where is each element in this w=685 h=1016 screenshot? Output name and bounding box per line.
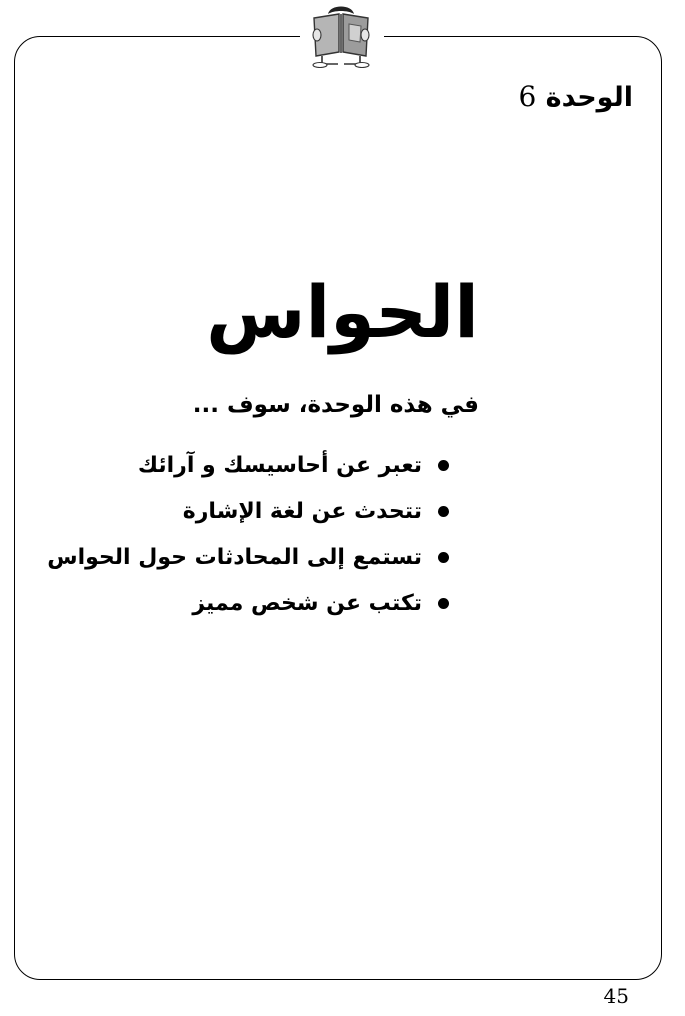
- unit-heading: [518, 80, 633, 113]
- objective-text: تعبر عن أحاسيسك و آرائك: [137, 452, 422, 478]
- objectives-list: [47, 442, 449, 626]
- intro-text: في هذه الوحدة، سوف ...: [192, 392, 479, 418]
- person-reading-book-icon: [308, 4, 374, 68]
- page-number: 45: [603, 984, 629, 1008]
- bullet-icon: [438, 460, 449, 471]
- objective-text: تكتب عن شخص مميز: [192, 590, 422, 616]
- objective-text: تستمع إلى المحادثات حول الحواس: [47, 544, 422, 570]
- list-item: [47, 442, 449, 488]
- unit-number: 6: [518, 80, 537, 113]
- list-item: [47, 580, 449, 626]
- bullet-icon: [438, 552, 449, 563]
- bullet-icon: [438, 506, 449, 517]
- objective-text: تتحدث عن لغة الإشارة: [182, 498, 422, 524]
- list-item: [47, 488, 449, 534]
- bullet-icon: [438, 598, 449, 609]
- list-item: [47, 534, 449, 580]
- page-title: الحواس: [206, 270, 479, 354]
- unit-label: الوحدة: [545, 82, 633, 113]
